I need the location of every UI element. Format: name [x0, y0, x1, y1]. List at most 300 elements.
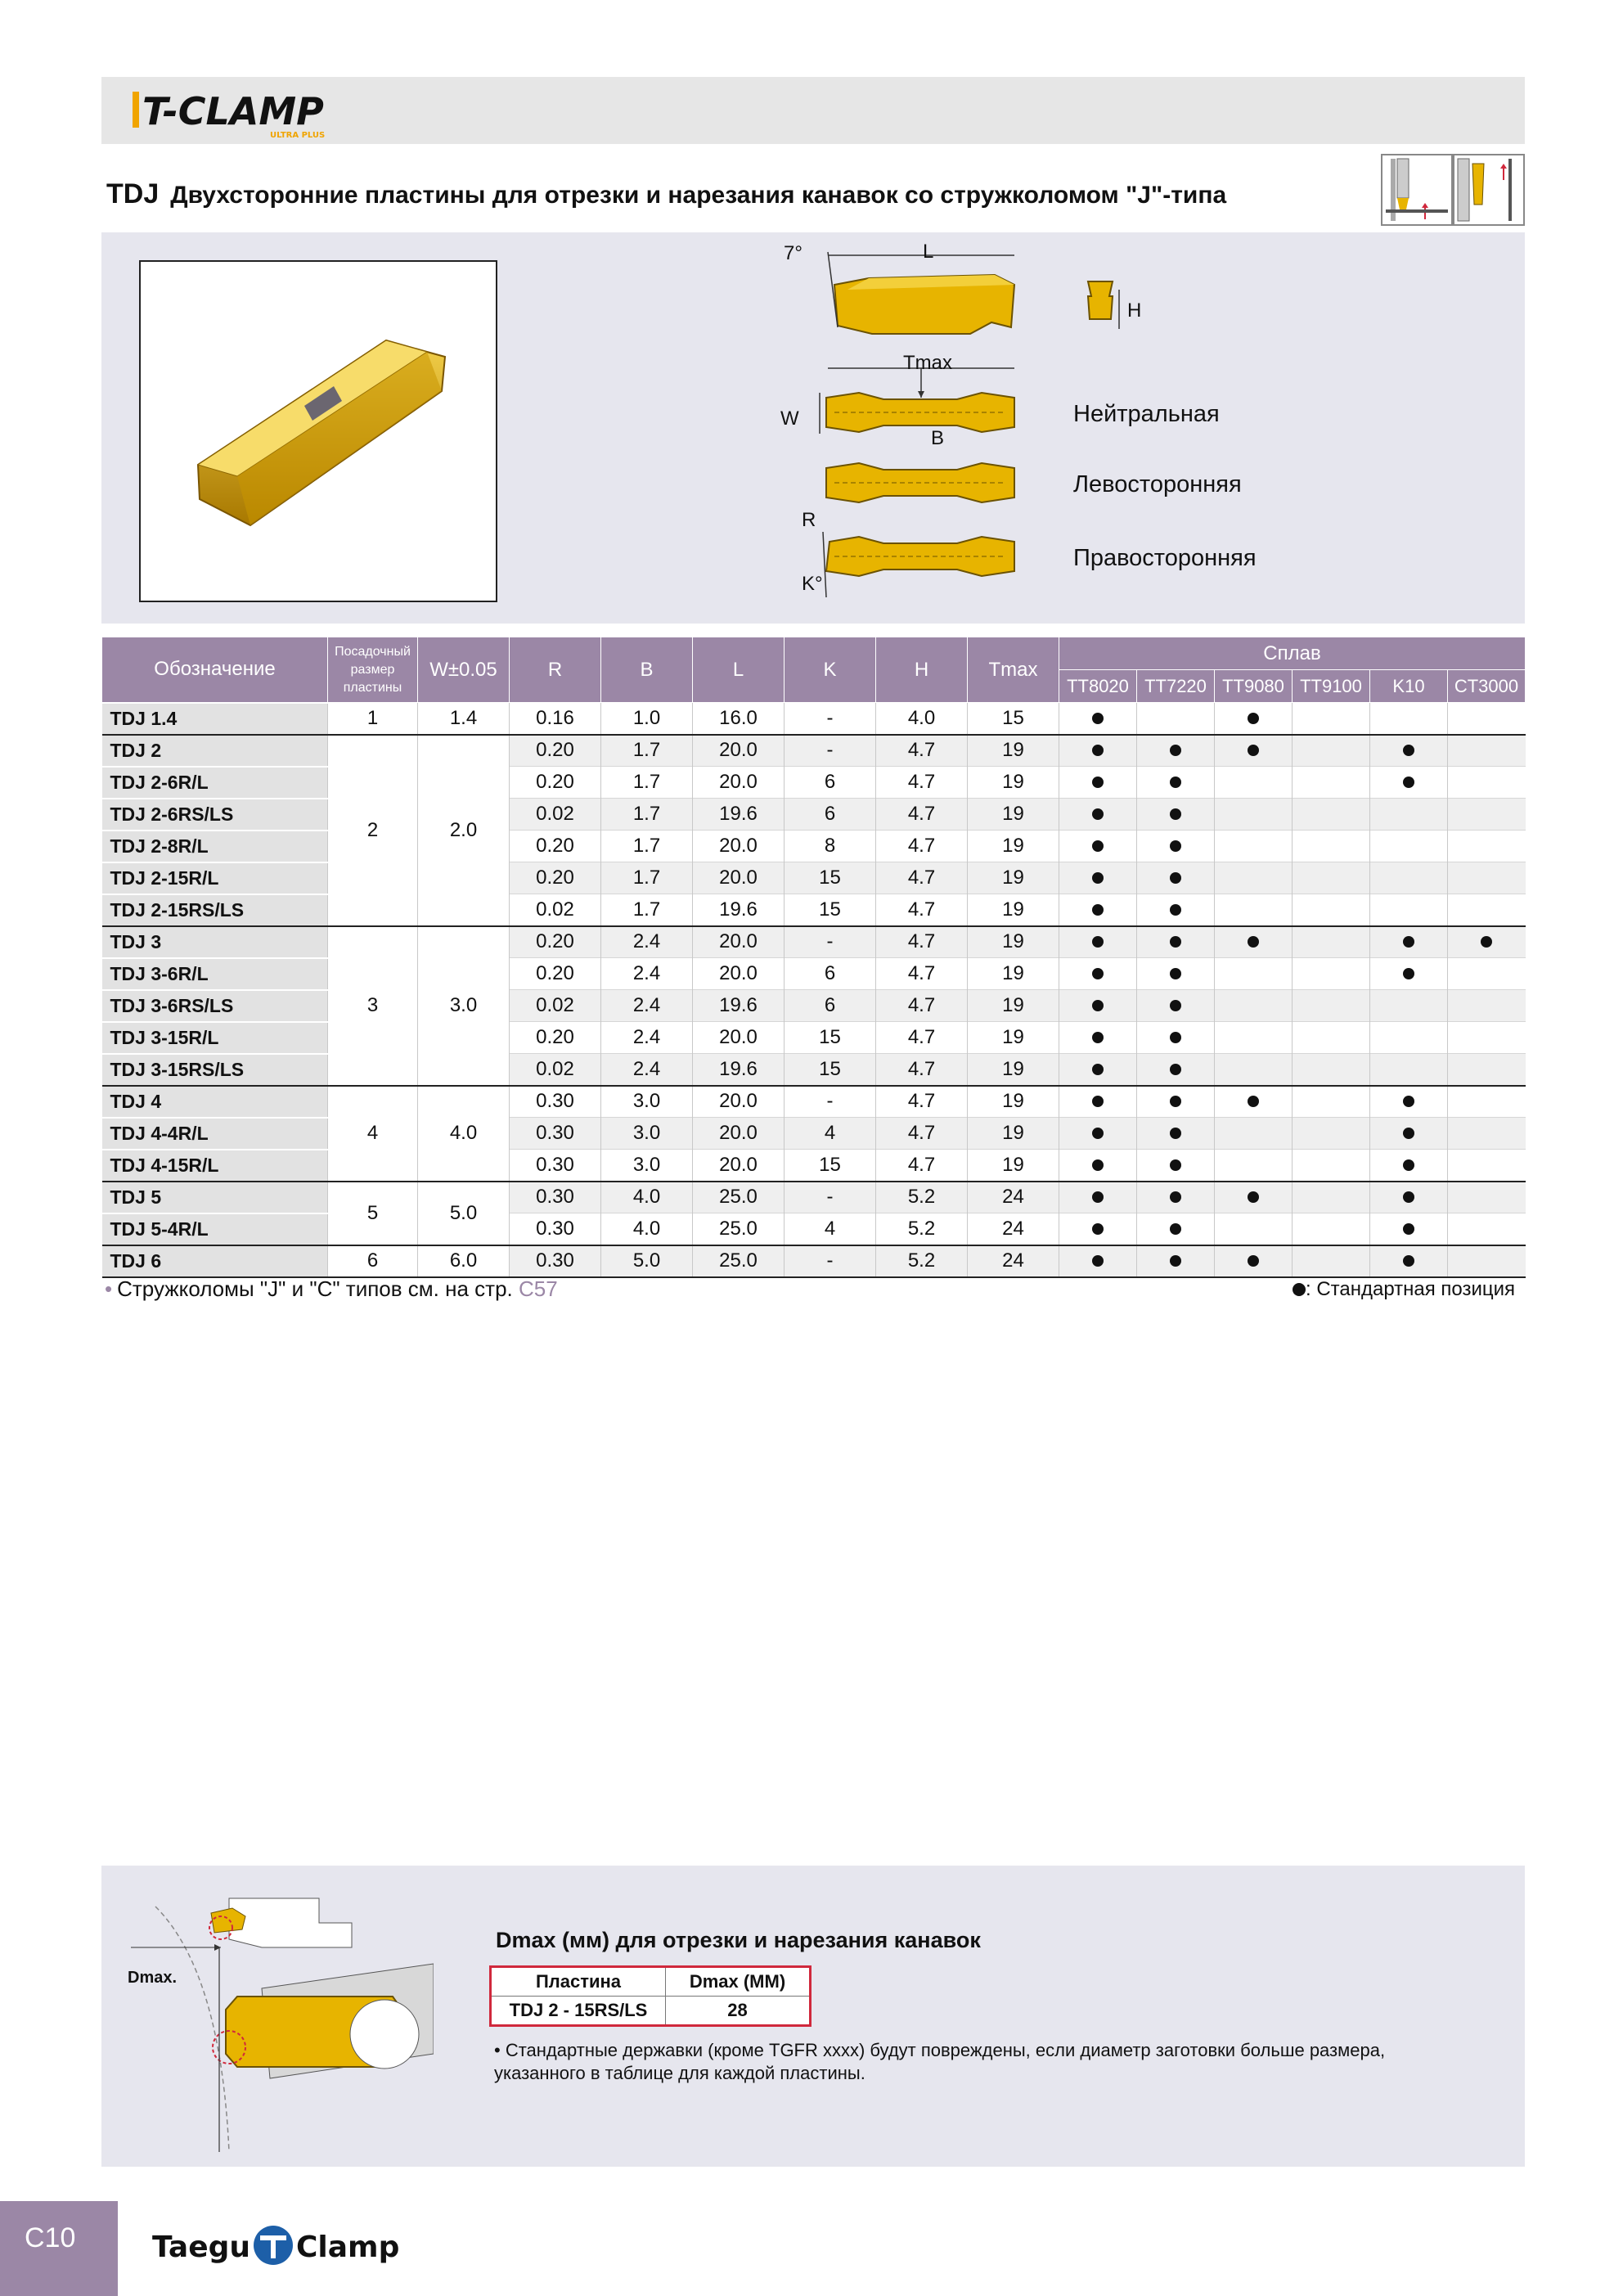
- variant-neutral: Нейтральная: [1073, 401, 1220, 427]
- grade-cell: [1215, 767, 1293, 799]
- cell-l: 20.0: [693, 958, 785, 990]
- cell-l: 25.0: [693, 1182, 785, 1213]
- standard-dot-icon: [1248, 713, 1259, 724]
- grade-cell: [1370, 894, 1448, 926]
- standard-dot-icon: [1170, 936, 1181, 948]
- grade-cell: [1215, 1118, 1293, 1150]
- grade-cell: [1059, 735, 1137, 767]
- grade-cell: [1137, 1118, 1215, 1150]
- table-row: [102, 926, 1526, 958]
- dmax-header-value: Dmax (MM): [666, 1967, 811, 1997]
- standard-dot-icon: [1170, 840, 1181, 852]
- table-row: [102, 1086, 1526, 1118]
- cell-h: 5.2: [876, 1182, 968, 1213]
- grade-cell: [1059, 958, 1137, 990]
- cell-b: 2.4: [601, 926, 693, 958]
- dmax-note: [494, 2039, 1459, 2085]
- table-row: [102, 1245, 1526, 1277]
- t-clamp-logo: [131, 85, 344, 142]
- cell-b: 4.0: [601, 1182, 693, 1213]
- label-Tmax: Tmax: [903, 352, 952, 374]
- cell-k: -: [785, 1086, 876, 1118]
- grade-cell: [1448, 926, 1526, 958]
- grade-cell: [1215, 703, 1293, 735]
- cell-tmax: 19: [968, 1022, 1059, 1054]
- standard-dot-icon: [1170, 1255, 1181, 1267]
- cell-h: 4.7: [876, 958, 968, 990]
- grade-cell: [1215, 1150, 1293, 1182]
- cell-r: 0.20: [510, 862, 601, 894]
- standard-dot-icon: [1092, 1064, 1104, 1075]
- header-tmax: Tmax: [968, 637, 1059, 703]
- table-row: [102, 1118, 1526, 1150]
- cell-tmax: 24: [968, 1213, 1059, 1245]
- cell-tmax: 24: [968, 1245, 1059, 1277]
- grade-cell: [1059, 894, 1137, 926]
- insert-designation: TDJ 3-15RS/LS: [102, 1054, 328, 1086]
- variant-left: Левосторонняя: [1073, 471, 1242, 497]
- cell-h: 4.7: [876, 926, 968, 958]
- insert-designation: TDJ 2-15RS/LS: [102, 894, 328, 926]
- header-grade: TT8020: [1059, 670, 1137, 703]
- table-row: [102, 1150, 1526, 1182]
- grade-cell: [1137, 862, 1215, 894]
- width-cell: 2.0: [418, 735, 510, 926]
- grade-cell: [1137, 1182, 1215, 1213]
- cell-l: 19.6: [693, 894, 785, 926]
- grade-cell: [1448, 799, 1526, 831]
- standard-dot-icon: [1092, 968, 1104, 979]
- cell-h: 5.2: [876, 1245, 968, 1277]
- chipbreaker-note: [105, 1276, 558, 1302]
- grade-cell: [1215, 1022, 1293, 1054]
- cell-b: 1.7: [601, 831, 693, 862]
- grade-cell: [1448, 1150, 1526, 1182]
- grade-cell: [1059, 1245, 1137, 1277]
- grade-cell: [1448, 1213, 1526, 1245]
- grade-cell: [1137, 926, 1215, 958]
- cell-k: -: [785, 1245, 876, 1277]
- grade-cell: [1370, 990, 1448, 1022]
- grade-cell: [1137, 990, 1215, 1022]
- standard-dot-icon: [1403, 1255, 1414, 1267]
- grade-cell: [1215, 1182, 1293, 1213]
- grade-cell: [1448, 1086, 1526, 1118]
- grade-cell: [1137, 703, 1215, 735]
- standard-dot-icon: [1403, 1128, 1414, 1139]
- cell-b: 5.0: [601, 1245, 693, 1277]
- grade-cell: [1215, 799, 1293, 831]
- standard-dot-icon: [1293, 1283, 1306, 1296]
- insert-designation: TDJ 2-6RS/LS: [102, 799, 328, 831]
- cell-l: 20.0: [693, 1118, 785, 1150]
- cell-tmax: 19: [968, 958, 1059, 990]
- cell-b: 1.7: [601, 862, 693, 894]
- grade-cell: [1215, 1086, 1293, 1118]
- standard-dot-icon: [1092, 904, 1104, 916]
- grade-cell: [1215, 735, 1293, 767]
- cell-tmax: 15: [968, 703, 1059, 735]
- standard-dot-icon: [1403, 968, 1414, 979]
- cell-b: 3.0: [601, 1150, 693, 1182]
- cell-tmax: 19: [968, 1150, 1059, 1182]
- label-L: L: [923, 241, 934, 263]
- header-grade: K10: [1370, 670, 1448, 703]
- cell-b: 1.7: [601, 767, 693, 799]
- cell-r: 0.02: [510, 1054, 601, 1086]
- grade-cell: [1448, 1118, 1526, 1150]
- cell-k: 4: [785, 1213, 876, 1245]
- grade-cell: [1293, 1150, 1370, 1182]
- logo-text: T-CLAMP: [142, 89, 324, 133]
- standard-dot-icon: [1170, 1064, 1181, 1075]
- cell-h: 4.7: [876, 862, 968, 894]
- cell-k: 15: [785, 894, 876, 926]
- cell-r: 0.20: [510, 735, 601, 767]
- cell-b: 2.4: [601, 1054, 693, 1086]
- cell-r: 0.20: [510, 1022, 601, 1054]
- cell-l: 20.0: [693, 862, 785, 894]
- standard-dot-icon: [1092, 1096, 1104, 1107]
- grade-cell: [1448, 990, 1526, 1022]
- label-K: K°: [802, 573, 823, 595]
- grade-cell: [1293, 862, 1370, 894]
- cell-r: 0.20: [510, 926, 601, 958]
- grade-cell: [1448, 958, 1526, 990]
- standard-dot-icon: [1092, 745, 1104, 756]
- cell-k: 15: [785, 1150, 876, 1182]
- chipbreaker-text: Стружколомы "J" и "C" типов см. на стр.: [117, 1276, 513, 1301]
- grade-cell: [1370, 862, 1448, 894]
- width-cell: 3.0: [418, 926, 510, 1086]
- taegutec-logo: [152, 2222, 422, 2268]
- page-number: C10: [25, 2222, 76, 2253]
- logo-accent-bar: [133, 92, 139, 128]
- cell-tmax: 24: [968, 1182, 1059, 1213]
- grade-cell: [1293, 767, 1370, 799]
- grade-cell: [1137, 735, 1215, 767]
- cell-r: 0.20: [510, 767, 601, 799]
- grade-cell: [1370, 1245, 1448, 1277]
- cell-l: 19.6: [693, 799, 785, 831]
- table-row: [102, 1213, 1526, 1245]
- page-title: [106, 178, 1226, 210]
- grade-cell: [1059, 926, 1137, 958]
- cell-b: 3.0: [601, 1086, 693, 1118]
- grade-cell: [1059, 862, 1137, 894]
- cell-tmax: 19: [968, 990, 1059, 1022]
- grade-cell: [1370, 1118, 1448, 1150]
- cell-l: 25.0: [693, 1213, 785, 1245]
- grade-cell: [1370, 831, 1448, 862]
- standard-dot-icon: [1092, 808, 1104, 820]
- standard-dot-icon: [1170, 1223, 1181, 1235]
- grade-cell: [1370, 1150, 1448, 1182]
- label-R: R: [802, 509, 816, 531]
- insert-designation: TDJ 2-8R/L: [102, 831, 328, 862]
- header-grade: TT7220: [1137, 670, 1215, 703]
- cell-r: 0.02: [510, 990, 601, 1022]
- header-l: L: [693, 637, 785, 703]
- seat-size-cell: 5: [328, 1182, 418, 1245]
- standard-dot-icon: [1403, 1223, 1414, 1235]
- grade-cell: [1448, 831, 1526, 862]
- grade-cell: [1293, 831, 1370, 862]
- insert-designation: TDJ 2-15R/L: [102, 862, 328, 894]
- table-row: [102, 831, 1526, 862]
- standard-dot-icon: [1403, 1096, 1414, 1107]
- standard-dot-icon: [1170, 872, 1181, 884]
- insert-designation: TDJ 2: [102, 735, 328, 767]
- cell-tmax: 19: [968, 799, 1059, 831]
- grade-cell: [1137, 799, 1215, 831]
- standard-dot-icon: [1092, 1255, 1104, 1267]
- seat-size-cell: 4: [328, 1086, 418, 1182]
- standard-dot-icon: [1170, 1096, 1181, 1107]
- standard-dot-icon: [1248, 1255, 1259, 1267]
- cell-tmax: 19: [968, 831, 1059, 862]
- grade-cell: [1293, 926, 1370, 958]
- dmax-note-text: Стандартные державки (кроме TGFR xxxx) будут повреждены, если диаметр заготовки больше размера, указанного в таблице для каждой пластины.: [494, 2040, 1386, 2083]
- logo-subtext: ULTRA PLUS: [270, 131, 326, 140]
- cell-r: 0.02: [510, 799, 601, 831]
- grade-cell: [1370, 1182, 1448, 1213]
- grade-cell: [1370, 958, 1448, 990]
- cell-h: 4.7: [876, 1150, 968, 1182]
- header-grade: TT9100: [1293, 670, 1370, 703]
- header-seat-size: Посадочный размер пластины: [328, 637, 418, 703]
- standard-dot-icon: [1403, 777, 1414, 788]
- cell-b: 1.7: [601, 735, 693, 767]
- brand-right: Clamp: [296, 2231, 400, 2264]
- neutral-insert-shape: [826, 393, 1014, 432]
- cell-r: 0.30: [510, 1182, 601, 1213]
- standard-dot-icon: [1092, 872, 1104, 884]
- chipbreaker-page-link[interactable]: C57: [519, 1276, 558, 1301]
- grade-cell: [1370, 1054, 1448, 1086]
- width-cell: 4.0: [418, 1086, 510, 1182]
- header-designation: Обозначение: [102, 637, 328, 703]
- grade-cell: [1293, 735, 1370, 767]
- cell-r: 0.30: [510, 1086, 601, 1118]
- cell-b: 1.7: [601, 799, 693, 831]
- grade-cell: [1059, 1022, 1137, 1054]
- cell-l: 20.0: [693, 735, 785, 767]
- cell-b: 2.4: [601, 1022, 693, 1054]
- cell-k: 15: [785, 862, 876, 894]
- table-row: [102, 990, 1526, 1022]
- grade-cell: [1215, 831, 1293, 862]
- cell-l: 20.0: [693, 926, 785, 958]
- grade-cell: [1059, 1086, 1137, 1118]
- grade-cell: [1059, 1054, 1137, 1086]
- standard-dot-icon: [1248, 745, 1259, 756]
- cell-h: 4.7: [876, 831, 968, 862]
- cell-r: 0.20: [510, 958, 601, 990]
- grade-cell: [1137, 958, 1215, 990]
- dmax-table: [489, 1965, 812, 2027]
- cell-h: 4.7: [876, 1118, 968, 1150]
- grade-cell: [1448, 703, 1526, 735]
- grade-cell: [1370, 799, 1448, 831]
- dmax-note-bullet: •: [494, 2040, 506, 2060]
- grade-cell: [1448, 862, 1526, 894]
- cell-tmax: 19: [968, 894, 1059, 926]
- standard-dot-icon: [1248, 1096, 1259, 1107]
- legend-text: : Стандартная позиция: [1306, 1278, 1516, 1300]
- cell-l: 20.0: [693, 1022, 785, 1054]
- cell-k: 6: [785, 767, 876, 799]
- grade-cell: [1137, 831, 1215, 862]
- cell-r: 0.02: [510, 894, 601, 926]
- cell-k: 6: [785, 958, 876, 990]
- standard-dot-icon: [1403, 745, 1414, 756]
- dmax-figure: [123, 1874, 434, 2160]
- application-icon-grooving: [1381, 154, 1453, 226]
- cell-l: 25.0: [693, 1245, 785, 1277]
- standard-dot-icon: [1170, 1000, 1181, 1011]
- cell-b: 3.0: [601, 1118, 693, 1150]
- grade-cell: [1370, 703, 1448, 735]
- grade-cell: [1059, 990, 1137, 1022]
- end-view-insert: [1088, 281, 1113, 319]
- standard-dot-icon: [1170, 745, 1181, 756]
- grade-cell: [1215, 1054, 1293, 1086]
- table-row: [102, 735, 1526, 767]
- cell-k: -: [785, 1182, 876, 1213]
- grade-cell: [1137, 894, 1215, 926]
- grade-cell: [1059, 1150, 1137, 1182]
- table-row: [102, 958, 1526, 990]
- cell-tmax: 19: [968, 1054, 1059, 1086]
- table-row: [102, 1182, 1526, 1213]
- header-b: B: [601, 637, 693, 703]
- standard-dot-icon: [1403, 936, 1414, 948]
- seat-size-cell: 2: [328, 735, 418, 926]
- insert-designation: TDJ 6: [102, 1245, 328, 1277]
- standard-dot-icon: [1092, 1000, 1104, 1011]
- grade-cell: [1137, 767, 1215, 799]
- table-row: [102, 894, 1526, 926]
- cell-h: 4.0: [876, 703, 968, 735]
- grade-cell: [1293, 1118, 1370, 1150]
- cell-r: 0.30: [510, 1245, 601, 1277]
- width-cell: 1.4: [418, 703, 510, 735]
- label-H: H: [1127, 299, 1142, 322]
- grade-cell: [1293, 1213, 1370, 1245]
- grade-cell: [1293, 1245, 1370, 1277]
- grade-cell: [1370, 735, 1448, 767]
- table-row: [102, 862, 1526, 894]
- cell-h: 5.2: [876, 1213, 968, 1245]
- dmax-title: Dmax (мм) для отрезки и нарезания канавок: [496, 1928, 981, 1952]
- grade-cell: [1059, 1213, 1137, 1245]
- grade-cell: [1293, 799, 1370, 831]
- seat-size-cell: 1: [328, 703, 418, 735]
- label-angle-7: 7°: [784, 242, 803, 264]
- table-row: [102, 767, 1526, 799]
- cell-b: 2.4: [601, 990, 693, 1022]
- header-k: K: [785, 637, 876, 703]
- legend-note: [1293, 1278, 1515, 1301]
- grade-cell: [1370, 1086, 1448, 1118]
- grooving-icon: [1382, 155, 1451, 224]
- grade-cell: [1059, 1182, 1137, 1213]
- cell-k: 6: [785, 799, 876, 831]
- cell-tmax: 19: [968, 735, 1059, 767]
- standard-dot-icon: [1248, 1191, 1259, 1203]
- standard-dot-icon: [1170, 968, 1181, 979]
- grade-cell: [1215, 1245, 1293, 1277]
- cell-k: 15: [785, 1022, 876, 1054]
- insert-designation: TDJ 3-6R/L: [102, 958, 328, 990]
- insert-designation: TDJ 4: [102, 1086, 328, 1118]
- grade-cell: [1215, 958, 1293, 990]
- table-row: [102, 1054, 1526, 1086]
- insert-designation: TDJ 3-6RS/LS: [102, 990, 328, 1022]
- header-alloy: Сплав: [1059, 637, 1526, 670]
- grade-cell: [1293, 1022, 1370, 1054]
- insert-designation: TDJ 2-6R/L: [102, 767, 328, 799]
- brand-left: Taegu: [152, 2231, 251, 2264]
- grade-cell: [1448, 1054, 1526, 1086]
- cell-r: 0.30: [510, 1150, 601, 1182]
- application-icon-parting: [1453, 154, 1525, 226]
- cell-k: 15: [785, 1054, 876, 1086]
- title-text: Двухсторонние пластины для отрезки и нарезания канавок со стружколомом "J"-типа: [170, 182, 1227, 209]
- right-hand-insert-shape: [826, 537, 1014, 576]
- insert-designation: TDJ 5-4R/L: [102, 1213, 328, 1245]
- insert-designation: TDJ 1.4: [102, 703, 328, 735]
- insert-designation: TDJ 4-4R/L: [102, 1118, 328, 1150]
- cell-r: 0.16: [510, 703, 601, 735]
- grade-cell: [1059, 831, 1137, 862]
- cell-k: 6: [785, 990, 876, 1022]
- width-cell: 5.0: [418, 1182, 510, 1245]
- label-W: W: [780, 407, 799, 430]
- cell-h: 4.7: [876, 1086, 968, 1118]
- cell-h: 4.7: [876, 1054, 968, 1086]
- grade-cell: [1059, 703, 1137, 735]
- parting-icon: [1454, 155, 1523, 224]
- standard-dot-icon: [1481, 936, 1492, 948]
- grade-cell: [1059, 1118, 1137, 1150]
- cell-l: 20.0: [693, 767, 785, 799]
- grade-cell: [1137, 1022, 1215, 1054]
- standard-dot-icon: [1403, 1191, 1414, 1203]
- note-bullet: •: [105, 1276, 113, 1301]
- grade-cell: [1293, 703, 1370, 735]
- header-r: R: [510, 637, 601, 703]
- grade-cell: [1448, 767, 1526, 799]
- grade-cell: [1215, 1213, 1293, 1245]
- cell-b: 1.0: [601, 703, 693, 735]
- cell-b: 1.7: [601, 894, 693, 926]
- cell-h: 4.7: [876, 1022, 968, 1054]
- table-row: [102, 703, 1526, 735]
- standard-dot-icon: [1092, 1159, 1104, 1171]
- dmax-figure-label: Dmax.: [128, 1969, 178, 1987]
- table-row: [102, 1022, 1526, 1054]
- standard-dot-icon: [1092, 936, 1104, 948]
- grade-cell: [1059, 767, 1137, 799]
- series-code: TDJ: [106, 178, 160, 209]
- standard-dot-icon: [1092, 1191, 1104, 1203]
- variant-right: Правосторонняя: [1073, 545, 1257, 571]
- standard-dot-icon: [1248, 936, 1259, 948]
- cell-k: -: [785, 735, 876, 767]
- standard-dot-icon: [1170, 1159, 1181, 1171]
